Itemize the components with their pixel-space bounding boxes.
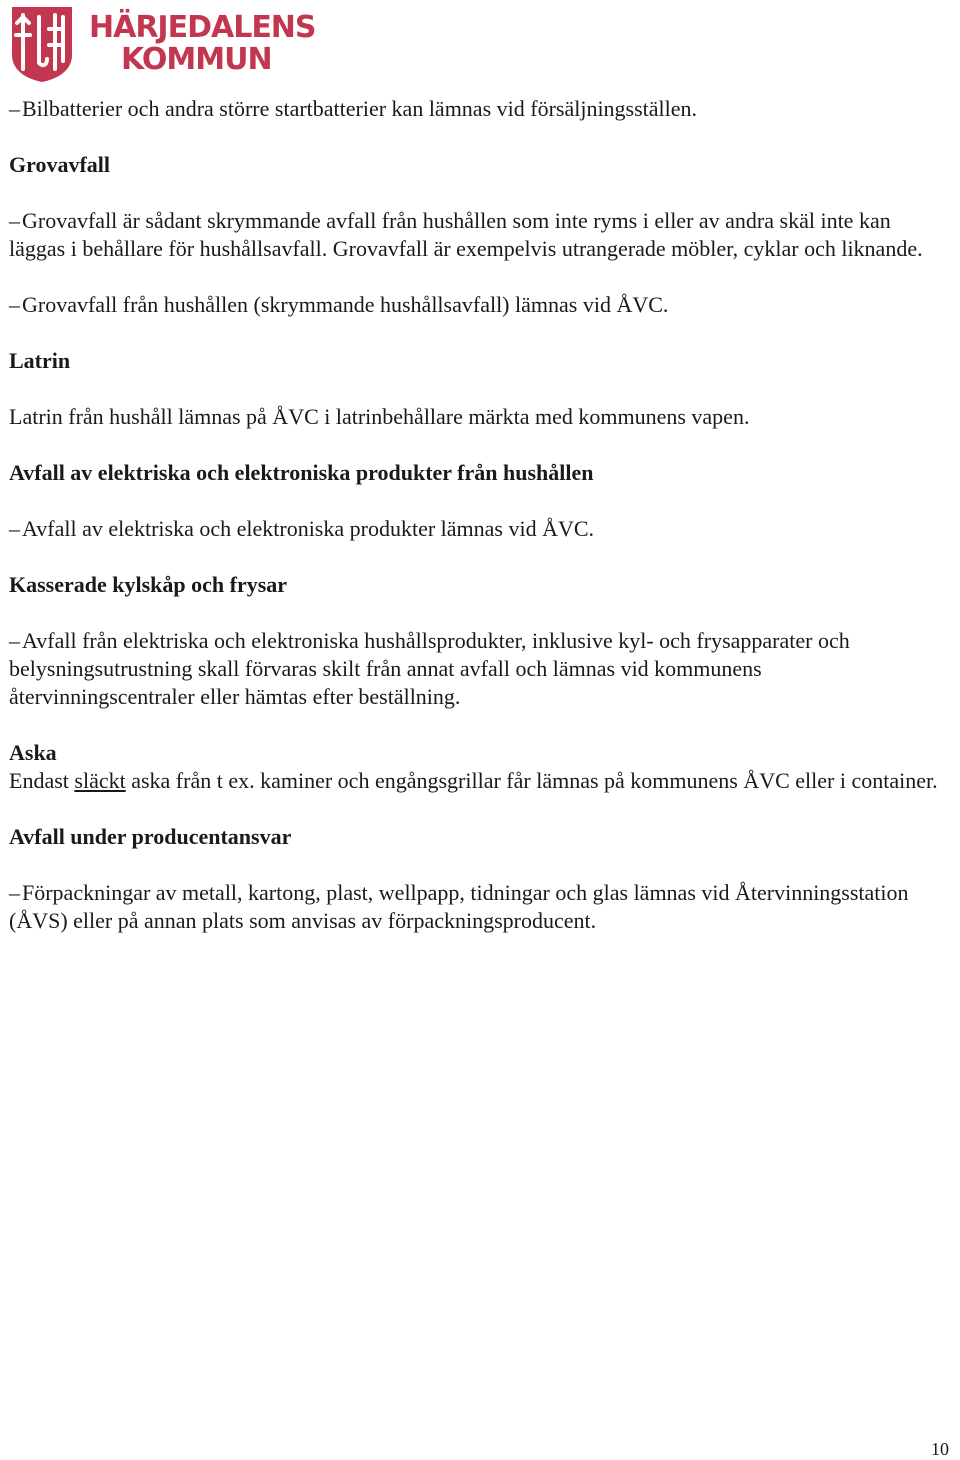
- paragraph-bilbatterier: –Bilbatterier och andra större startbatterier kan lämnas vid försäljningsställen.: [9, 96, 698, 121]
- page-number: 10: [931, 1439, 949, 1459]
- heading-elektronik: Avfall av elektriska och elektroniska produkter från hushållen: [9, 460, 594, 485]
- municipality-wordmark: [89, 12, 316, 76]
- logo-line-harjedalens: HÄRJEDALENS: [89, 10, 316, 45]
- underlined-word-slackt: släckt: [74, 768, 126, 793]
- logo-line-kommun: KOMMUN: [121, 42, 272, 77]
- paragraph-forpackningar: –Förpackningar av metall, kartong, plast, wellpapp, tidningar och glas lämnas vid Återvinningsstation (ÅVS) eller på annan plats som anvisas av förpackningsproducent.: [9, 880, 909, 933]
- coat-of-arms-logo-icon: [9, 5, 75, 83]
- header: [9, 5, 316, 83]
- paragraph-aska: Endast släckt aska från t ex. kaminer och engångsgrillar får lämnas på kommunens ÅVC eller i container.: [9, 768, 938, 793]
- heading-aska: Aska: [9, 740, 57, 765]
- dash-marker: –: [9, 516, 20, 541]
- heading-grovavfall: Grovavfall: [9, 152, 111, 177]
- dash-marker: –: [9, 292, 20, 317]
- paragraph-latrin: Latrin från hushåll lämnas på ÅVC i latrinbehållare märkta med kommunens vapen.: [9, 404, 750, 429]
- heading-latrin: Latrin: [9, 348, 71, 373]
- document-body: [9, 95, 944, 935]
- paragraph-kylskap: –Avfall från elektriska och elektroniska hushållsprodukter, inklusive kyl- och frysapparater och belysningsutrustning skall förvaras skilt från annat avfall och lämnas vid kommunens återvinningscentraler eller hämtas efter beställning.: [9, 628, 850, 709]
- dash-marker: –: [9, 880, 20, 905]
- paragraph-elektronik: –Avfall av elektriska och elektroniska produkter lämnas vid ÅVC.: [9, 516, 595, 541]
- paragraph-grovavfall-avc: –Grovavfall från hushållen (skrymmande hushållsavfall) lämnas vid ÅVC.: [9, 292, 669, 317]
- dash-marker: –: [9, 96, 20, 121]
- heading-kylskap: Kasserade kylskåp och frysar: [9, 572, 288, 597]
- dash-marker: –: [9, 208, 20, 233]
- paragraph-grovavfall-definition: –Grovavfall är sådant skrymmande avfall från hushållen som inte ryms i eller av andra skäl inte kan läggas i behållare för hushållsavfall. Grovavfall är exempelvis utrangerade möbler, cyklar och liknande.: [9, 208, 923, 261]
- heading-producentansvar: Avfall under producentansvar: [9, 824, 292, 849]
- dash-marker: –: [9, 628, 20, 653]
